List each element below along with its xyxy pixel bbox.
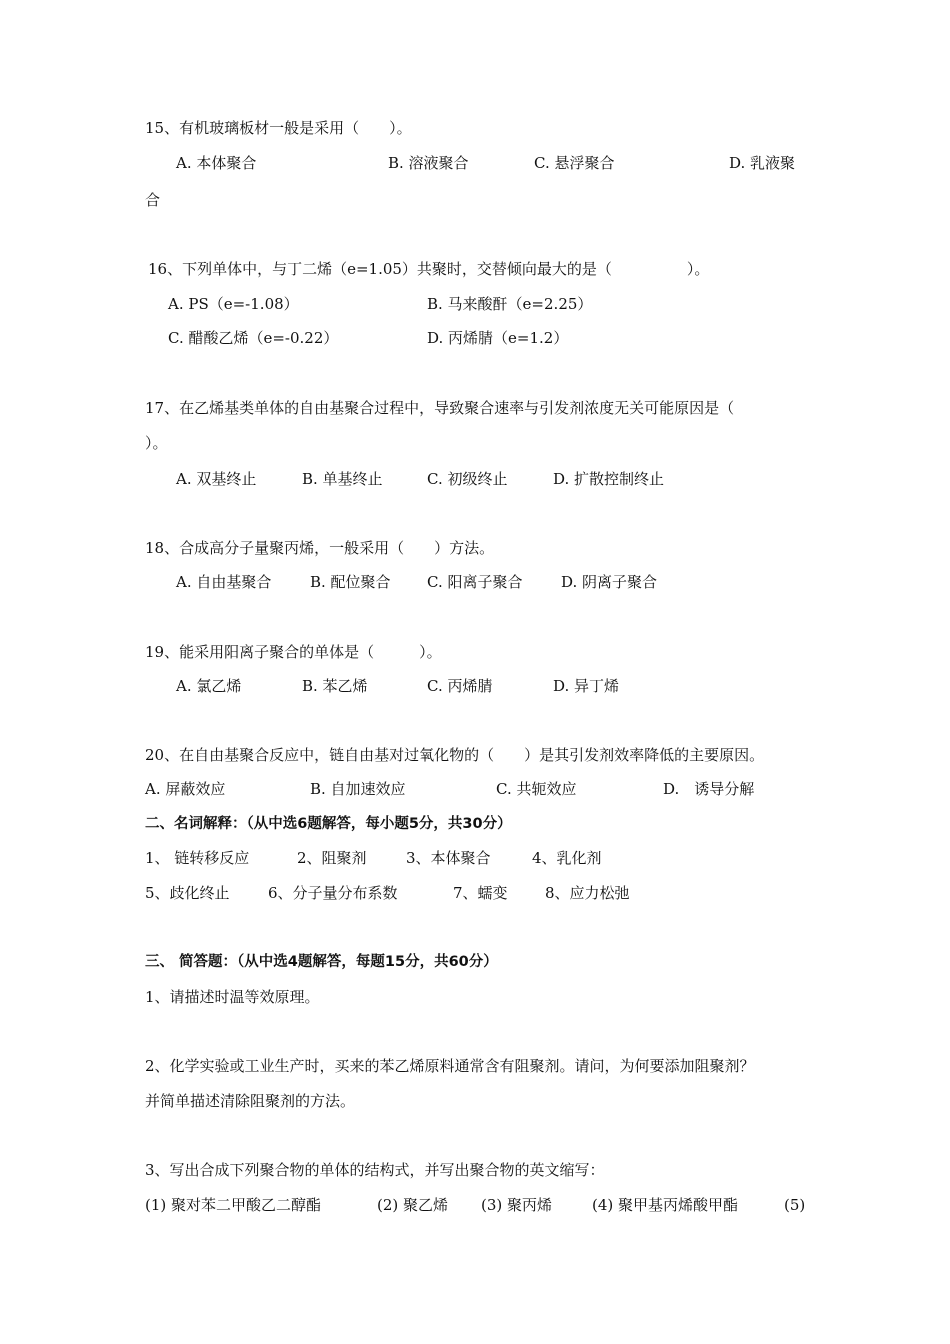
section2-heading: 二、名词解释：（从中选6题解答，每小题5分，共30分）	[145, 816, 512, 832]
q16-option-d: D. 丙烯腈（e=1.2）	[427, 329, 569, 347]
term-6: 6、分子量分布系数	[268, 884, 398, 902]
q17-stem: 17、在乙烯基类单体的自由基聚合过程中，导致聚合速率与引发剂浓度无关可能原因是（	[145, 399, 735, 417]
short-answer-2-line1: 2、化学实验或工业生产时，买来的苯乙烯原料通常含有阻聚剂。请问，为何要添加阻聚剂？	[145, 1057, 755, 1075]
q18-stem: 18、合成高分子量聚丙烯，一般采用（ ）方法。	[145, 539, 495, 557]
q16-option-b: B. 马来酸酐（e=2.25）	[427, 295, 593, 313]
polymer-item-1: (1) 聚对苯二甲酸乙二醇酯	[145, 1196, 322, 1214]
term-7: 7、蠕变	[453, 884, 508, 902]
q20-option-d: D. 诱导分解	[663, 780, 755, 798]
q20-option-a: A. 屏蔽效应	[145, 780, 226, 798]
q17-option-d: D. 扩散控制终止	[553, 470, 665, 488]
q19-option-a: A. 氯乙烯	[176, 677, 242, 695]
term-2: 2、阻聚剂	[297, 849, 367, 867]
q20-option-b: B. 自加速效应	[310, 780, 406, 798]
q17-option-a: A. 双基终止	[176, 470, 257, 488]
q15-option-d: D. 乳液聚	[729, 154, 796, 172]
q18-option-c: C. 阳离子聚合	[427, 573, 523, 591]
q18-option-b: B. 配位聚合	[310, 573, 391, 591]
short-answer-3-line1: 3、写出合成下列聚合物的单体的结构式，并写出聚合物的英文缩写：	[145, 1161, 605, 1179]
term-4: 4、乳化剂	[532, 849, 602, 867]
q18-option-d: D. 阴离子聚合	[561, 573, 658, 591]
q16-option-c: C. 醋酸乙烯（e=-0.22）	[168, 329, 339, 347]
q15-stem: 15、有机玻璃板材一般是采用（ ）。	[145, 119, 412, 137]
short-answer-1: 1、请描述时温等效原理。	[145, 988, 320, 1006]
q15-option-a: A. 本体聚合	[176, 154, 257, 172]
q18-option-a: A. 自由基聚合	[176, 573, 272, 591]
q17-option-b: B. 单基终止	[302, 470, 383, 488]
q17-stem-wrap: ）。	[145, 434, 168, 452]
term-1: 1、 链转移反应	[145, 849, 250, 867]
q19-option-c: C. 丙烯腈	[427, 677, 493, 695]
section3-heading: 三、 简答题：（从中选4题解答，每题15分，共60分）	[145, 954, 498, 970]
q16-option-a: A. PS（e=-1.08）	[168, 295, 299, 313]
q15-option-c: C. 悬浮聚合	[534, 154, 615, 172]
polymer-item-4: (4) 聚甲基丙烯酸甲酯	[592, 1196, 739, 1214]
short-answer-2-line2: 并简单描述清除阻聚剂的方法。	[145, 1092, 356, 1110]
q17-option-c: C. 初级终止	[427, 470, 508, 488]
q19-stem: 19、能采用阳离子聚合的单体是（ ）。	[145, 643, 442, 661]
q20-option-c: C. 共轭效应	[496, 780, 577, 798]
q15-option-d-wrap: 合	[145, 191, 161, 209]
polymer-item-3: (3) 聚丙烯	[481, 1196, 553, 1214]
q19-option-b: B. 苯乙烯	[302, 677, 368, 695]
term-8: 8、应力松弛	[545, 884, 630, 902]
polymer-item-2: (2) 聚乙烯	[377, 1196, 449, 1214]
q16-stem: 16、下列单体中，与丁二烯（e=1.05）共聚时，交替倾向最大的是（ ）。	[148, 260, 710, 278]
polymer-item-5: (5)	[784, 1196, 806, 1214]
q20-stem: 20、在自由基聚合反应中，链自由基对过氧化物的（ ）是其引发剂效率降低的主要原因。	[145, 746, 765, 764]
q19-option-d: D. 异丁烯	[553, 677, 620, 695]
term-3: 3、本体聚合	[406, 849, 491, 867]
term-5: 5、歧化终止	[145, 884, 230, 902]
q15-option-b: B. 溶液聚合	[388, 154, 469, 172]
